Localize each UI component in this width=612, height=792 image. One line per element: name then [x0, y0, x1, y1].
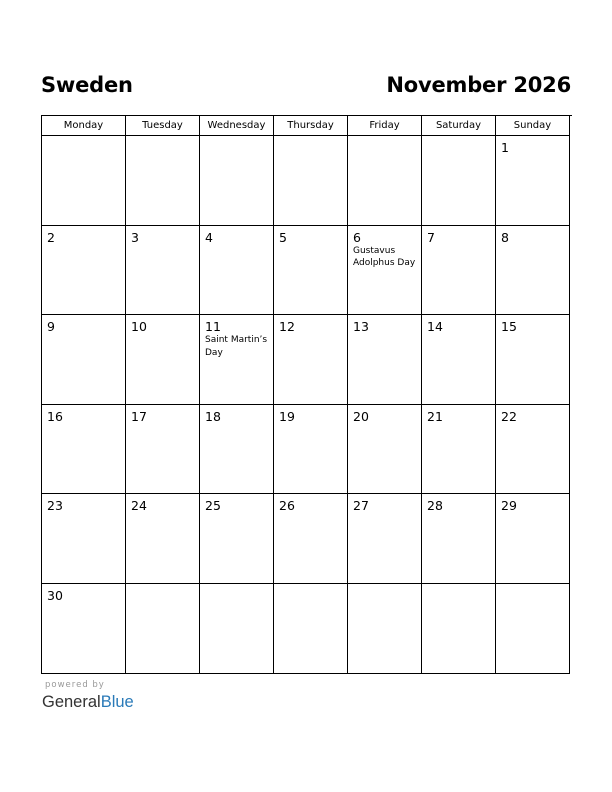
- day-cell: [496, 136, 570, 226]
- day-cell: [348, 226, 422, 316]
- day-cell: [42, 494, 126, 584]
- country-title: Sweden: [41, 72, 133, 97]
- day-cell: [200, 136, 274, 226]
- day-cell: [422, 494, 496, 584]
- powered-by-label: powered by: [45, 680, 105, 690]
- day-number: 11: [205, 319, 221, 335]
- day-number: 9: [47, 319, 55, 335]
- day-number: 21: [427, 408, 443, 424]
- day-cell: [42, 584, 126, 674]
- day-number: 22: [501, 408, 517, 424]
- day-number: 30: [47, 587, 63, 603]
- day-number: 19: [279, 408, 295, 424]
- day-number: 5: [279, 229, 287, 245]
- day-cell: [126, 226, 200, 316]
- weekday-header-saturday: Saturday: [422, 116, 496, 136]
- day-number: 17: [131, 408, 147, 424]
- day-cell: [348, 315, 422, 405]
- day-cell: [422, 405, 496, 495]
- day-cell: [274, 315, 348, 405]
- day-cell: [274, 136, 348, 226]
- month-year-title: November 2026: [386, 72, 571, 97]
- day-number: 16: [47, 408, 63, 424]
- day-cell: [274, 226, 348, 316]
- day-cell: [200, 494, 274, 584]
- day-cell: [422, 136, 496, 226]
- week-row: [42, 315, 572, 405]
- week-row: [42, 226, 572, 316]
- day-number: 20: [353, 408, 369, 424]
- day-number: 3: [131, 229, 139, 245]
- day-number: 23: [47, 498, 63, 514]
- weekday-header-friday: Friday: [348, 116, 422, 136]
- day-cell: [422, 226, 496, 316]
- brand-blue-text: Blue: [100, 692, 134, 711]
- day-cell: [126, 494, 200, 584]
- week-row: [42, 405, 572, 495]
- day-number: 6: [353, 229, 361, 245]
- day-cell: [348, 136, 422, 226]
- day-number: 7: [427, 229, 435, 245]
- day-cell: [126, 136, 200, 226]
- day-cell: [274, 494, 348, 584]
- week-row: [42, 136, 572, 226]
- day-cell: [42, 405, 126, 495]
- day-cell: [496, 226, 570, 316]
- footer-branding: [42, 681, 134, 710]
- day-number: 24: [131, 498, 147, 514]
- day-cell: [348, 405, 422, 495]
- day-cell: [42, 315, 126, 405]
- day-number: 25: [205, 498, 221, 514]
- day-cell: [496, 315, 570, 405]
- day-cell: [42, 226, 126, 316]
- day-number: 10: [131, 319, 147, 335]
- day-cell: [200, 584, 274, 674]
- brand-general-text: General: [42, 692, 101, 711]
- day-cell: [126, 584, 200, 674]
- day-number: 26: [279, 498, 295, 514]
- day-cell: [126, 315, 200, 405]
- week-row: [42, 494, 572, 584]
- weekday-header-tuesday: Tuesday: [126, 116, 200, 136]
- day-cell: [200, 405, 274, 495]
- day-number: 15: [501, 319, 517, 335]
- day-cell: [496, 584, 570, 674]
- week-row: [42, 584, 572, 674]
- day-number: 14: [427, 319, 443, 335]
- weekday-header-row: [42, 116, 572, 136]
- day-number: 4: [205, 229, 213, 245]
- day-cell: [126, 405, 200, 495]
- day-cell: [274, 584, 348, 674]
- day-number: 13: [353, 319, 369, 335]
- holiday-label: Saint Martin’s Day: [205, 335, 268, 358]
- day-number: 29: [501, 498, 517, 514]
- day-cell: [200, 226, 274, 316]
- day-number: 12: [279, 319, 295, 335]
- day-number: 2: [47, 229, 55, 245]
- day-cell: [496, 405, 570, 495]
- day-cell: [422, 584, 496, 674]
- day-number: 28: [427, 498, 443, 514]
- generalblue-logo[interactable]: [42, 694, 134, 711]
- day-cell: [422, 315, 496, 405]
- day-cell: [496, 494, 570, 584]
- weekday-header-wednesday: Wednesday: [200, 116, 274, 136]
- holiday-label: Gustavus Adolphus Day: [353, 245, 416, 269]
- day-cell: [200, 315, 274, 405]
- day-cell: [348, 494, 422, 584]
- day-cell: [42, 136, 126, 226]
- day-number: 1: [501, 140, 509, 155]
- weekday-header-sunday: Sunday: [496, 116, 570, 136]
- calendar-grid: [41, 115, 572, 674]
- day-number: 18: [205, 408, 221, 424]
- weekday-header-monday: Monday: [42, 116, 126, 136]
- day-number: 8: [501, 229, 509, 245]
- weekday-header-thursday: Thursday: [274, 116, 348, 136]
- day-cell: [348, 584, 422, 674]
- day-number: 27: [353, 498, 369, 514]
- calendar-header: [41, 70, 571, 100]
- day-cell: [274, 405, 348, 495]
